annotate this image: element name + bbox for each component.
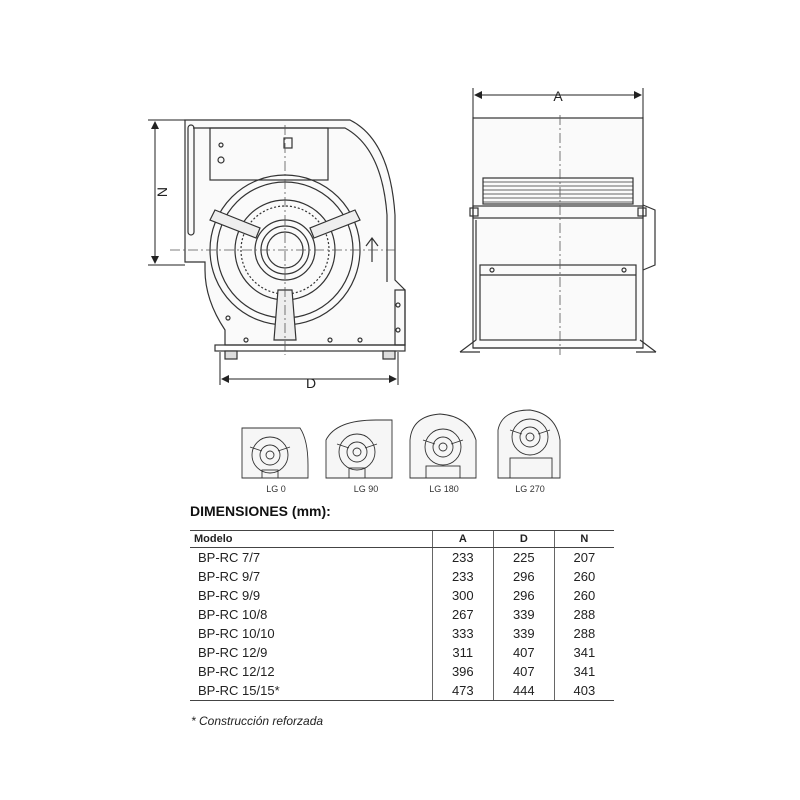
orientation-label: LG 270 [515,484,545,494]
table-row [190,662,614,681]
value-cell-a: 311 [432,643,493,662]
table-row [190,567,614,586]
model-cell: BP-RC 9/7 [198,569,261,584]
model-cell: BP-RC 10/10 [198,626,275,641]
table-row [190,681,614,701]
value-cell-n: 341 [554,643,614,662]
value-cell-a: 233 [432,548,493,568]
table-row [190,586,614,605]
orientation-label: LG 180 [429,484,459,494]
value-cell-d: 339 [493,605,554,624]
column-header-d: D [493,531,554,548]
value-cell-n: 207 [554,548,614,568]
model-cell: BP-RC 7/7 [198,550,261,565]
value-cell-n: 288 [554,605,614,624]
value-cell-n: 403 [554,681,614,701]
value-cell-n: 341 [554,662,614,681]
value-cell-a: 333 [432,624,493,643]
value-cell-a: 300 [432,586,493,605]
orientation-lg-90 [326,420,392,494]
orientation-label: LG 0 [266,484,286,494]
value-cell-a: 473 [432,681,493,701]
orientation-label: LG 90 [353,484,379,494]
orientation-lg-180 [410,414,476,494]
side-view [460,118,656,352]
value-cell-n: 288 [554,624,614,643]
value-cell-a: 267 [432,605,493,624]
value-cell-d: 296 [493,567,554,586]
value-cell-a: 396 [432,662,493,681]
value-cell-d: 444 [493,681,554,701]
dimensions-title: DIMENSIONES (mm): [190,503,331,519]
footnote: * Construcción reforzada [191,714,324,728]
value-cell-d: 407 [493,662,554,681]
model-cell: BP-RC 12/9 [198,645,268,660]
column-header-modelo: Modelo [190,531,432,548]
model-cell: BP-RC 12/12 [198,664,275,679]
value-cell-n: 260 [554,567,614,586]
value-cell-a: 233 [432,567,493,586]
dimension-a-label: A [553,88,563,104]
orientation-lg-0 [242,428,308,494]
value-cell-d: 407 [493,643,554,662]
dimension-d-label: D [305,375,317,391]
table-header-row [190,531,614,548]
table-row [190,624,614,643]
front-view [185,120,405,359]
column-header-a: A [432,531,493,548]
value-cell-n: 260 [554,586,614,605]
model-cell: BP-RC 10/8 [198,607,268,622]
column-header-n: N [554,531,614,548]
table-row [190,643,614,662]
model-cell: BP-RC 15/15* [190,681,432,701]
orientation-lg-270 [498,410,560,494]
value-cell-d: 339 [493,624,554,643]
table-row [190,548,614,568]
value-cell-d: 225 [493,548,554,568]
dimensions-table [190,530,614,701]
table-row [190,605,614,624]
dimension-n-label: N [154,186,170,198]
value-cell-d: 296 [493,586,554,605]
model-cell: BP-RC 9/9 [198,588,261,603]
